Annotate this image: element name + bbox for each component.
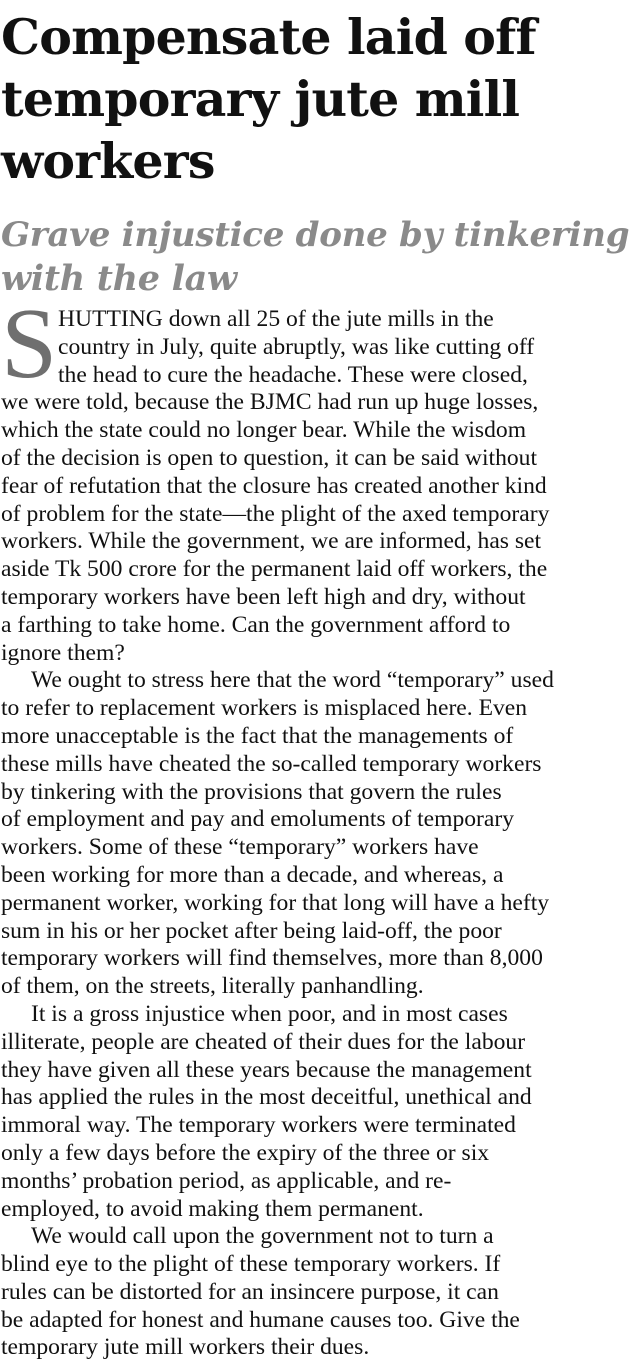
body-line: temporary jute mill workers their dues. xyxy=(1,1334,370,1361)
body-line: aside Tk 500 crore for the permanent laid off workers, the xyxy=(1,556,548,583)
body-line: be adapted for honest and humane causes too. Give the xyxy=(1,1306,520,1333)
body-line: of the decision is open to question, it can be said without xyxy=(1,444,538,471)
body-line: rules can be distorted for an insincere purpose, it can xyxy=(1,1278,499,1305)
body-line: by tinkering with the provisions that govern the rules xyxy=(1,778,502,805)
body-line: has applied the rules in the most deceitful, unethical and xyxy=(1,1084,532,1111)
subheadline-line: with the law xyxy=(1,258,237,299)
body-line: of problem for the state—the plight of the axed temporary xyxy=(1,500,550,527)
body-line: workers. While the government, we are informed, has set xyxy=(1,528,542,555)
body-line: temporary workers will find themselves, more than 8,000 xyxy=(1,945,543,972)
subheadline-line: Grave injustice done by tinkering xyxy=(1,215,629,255)
headline xyxy=(1,6,629,192)
body-line: to refer to replacement workers is misplaced here. Even xyxy=(1,695,528,722)
headline-line: temporary jute mill xyxy=(1,70,520,128)
body-line: illiterate, people are cheated of their dues for the labour xyxy=(1,1028,526,1055)
body-line: been working for more than a decade, and whereas, a xyxy=(1,861,504,888)
body-line: of employment and pay and emoluments of temporary xyxy=(1,806,515,833)
body-line: ignore them? xyxy=(1,639,125,666)
body-line: It is a gross injustice when poor, and in most cases xyxy=(31,1000,508,1027)
body-line: temporary workers have been left high and dry, without xyxy=(1,583,526,610)
headline-line: Compensate laid off xyxy=(1,8,536,66)
body-line: only a few days before the expiry of the three or six xyxy=(1,1139,490,1166)
drop-cap: S xyxy=(1,287,58,399)
body-line: immoral way. The temporary workers were terminated xyxy=(1,1112,516,1139)
body-line: more unacceptable is the fact that the managements of xyxy=(1,722,514,749)
body-line: sum in his or her pocket after being laid-off, the poor xyxy=(1,917,502,944)
body-line: We ought to stress here that the word “temporary” used xyxy=(31,667,554,694)
article-body xyxy=(1,306,629,1362)
body-line: permanent worker, working for that long will have a hefty xyxy=(1,889,550,916)
body-line: the head to cure the headache. These were closed, xyxy=(58,361,528,388)
body-line: employed, to avoid making them permanent. xyxy=(1,1195,424,1222)
body-line: workers. Some of these “temporary” workers have xyxy=(1,834,479,861)
body-line: blind eye to the plight of these temporary workers. If xyxy=(1,1251,501,1278)
headline-line: workers xyxy=(1,132,215,190)
body-line: of them, on the streets, literally panhandling. xyxy=(1,973,424,1000)
body-line: which the state could no longer bear. While the wisdom xyxy=(1,417,527,444)
body-line: fear of refutation that the closure has created another kind xyxy=(1,472,547,499)
body-line: these mills have cheated the so-called temporary workers xyxy=(1,750,542,777)
body-line: country in July, quite abruptly, was like cutting off xyxy=(58,333,535,360)
subheadline xyxy=(1,214,629,300)
body-line: a farthing to take home. Can the government afford to xyxy=(1,611,511,638)
body-line: months’ probation period, as applicable, and re- xyxy=(1,1167,452,1194)
body-line: they have given all these years because the management xyxy=(1,1056,532,1083)
body-line: We would call upon the government not to turn a xyxy=(31,1223,494,1250)
body-line: HUTTING down all 25 of the jute mills in the xyxy=(58,306,494,332)
body-line: we were told, because the BJMC had run up huge losses, xyxy=(1,389,539,416)
